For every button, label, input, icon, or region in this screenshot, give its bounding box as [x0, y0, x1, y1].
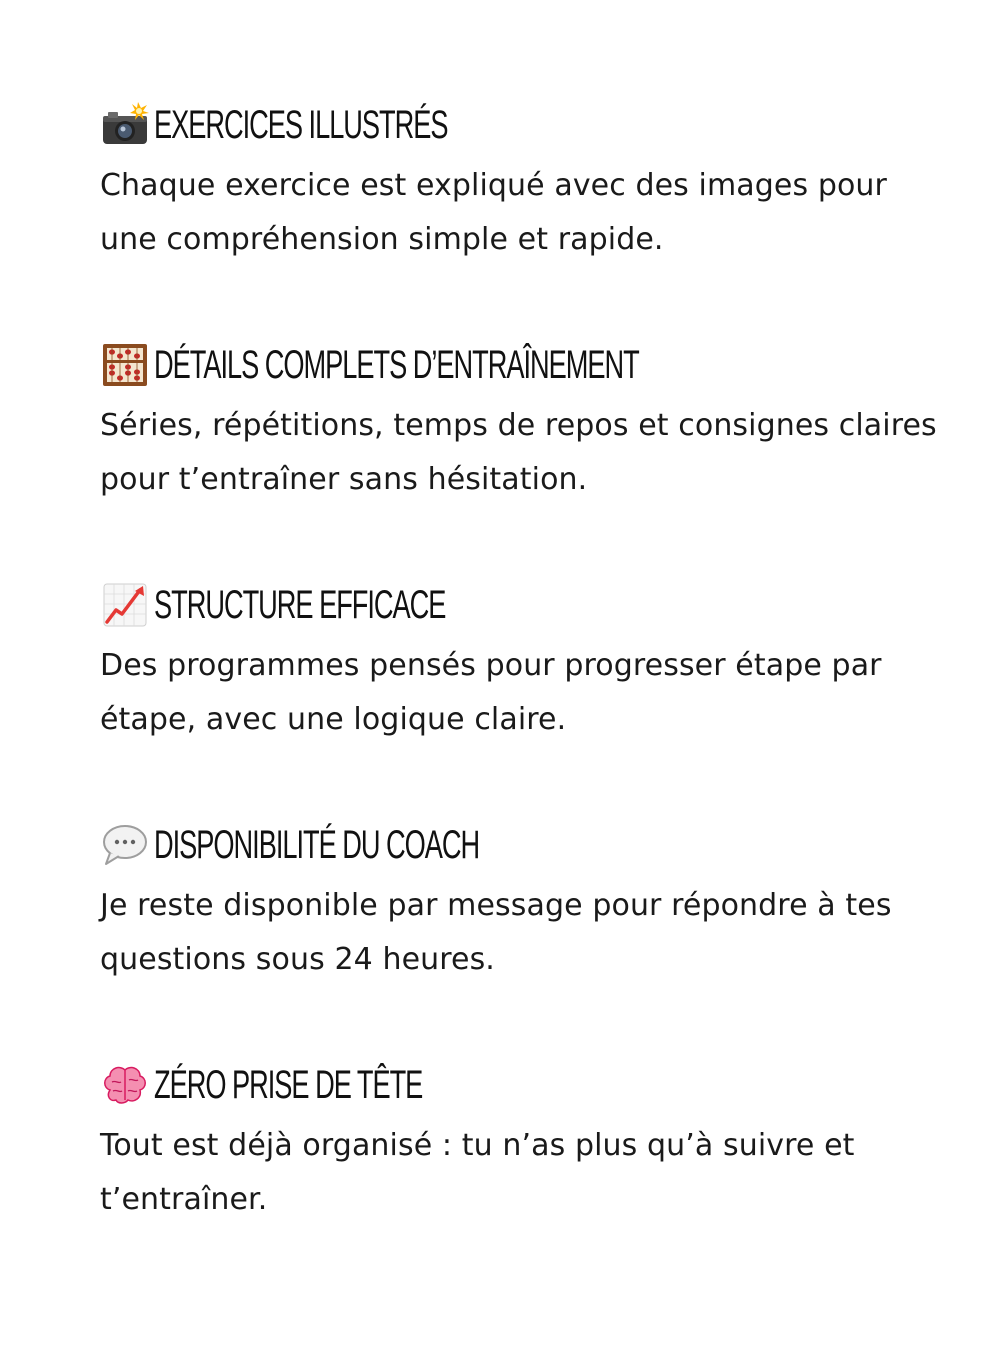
brain-icon	[100, 1060, 150, 1110]
feature-disponibilite-coach	[100, 817, 960, 987]
feature-title-row	[100, 97, 960, 153]
feature-zero-prise-de-tete	[100, 1057, 960, 1227]
feature-heading: DÉTAILS COMPLETS D’ENTRAÎNEMENT	[154, 342, 639, 387]
feature-description: Chaque exercice est expliqué avec des images pour une compréhension simple et rapide.	[100, 168, 887, 257]
abacus-icon	[100, 340, 150, 390]
chart-increasing-icon	[100, 580, 150, 630]
feature-description: Je reste disponible par message pour répondre à tes questions sous 24 heures.	[100, 888, 892, 977]
feature-heading: ZÉRO PRISE DE TÊTE	[154, 1062, 423, 1107]
speech-bubble-icon	[100, 820, 150, 870]
feature-title-row	[100, 337, 960, 393]
feature-description: Tout est déjà organisé : tu n’as plus qu’à suivre et t’entraîner.	[100, 1128, 855, 1217]
feature-exercices-illustres	[100, 97, 960, 267]
feature-heading: DISPONIBILITÉ DU COACH	[154, 822, 480, 867]
feature-title-row	[100, 1057, 960, 1113]
feature-title-row	[100, 817, 960, 873]
feature-description: Des programmes pensés pour progresser étape par étape, avec une logique claire.	[100, 648, 882, 737]
feature-title-row	[100, 577, 960, 633]
camera-flash-icon	[100, 100, 150, 150]
feature-description: Séries, répétitions, temps de repos et consignes claires pour t’entraîner sans hésitation.	[100, 408, 937, 497]
feature-heading: EXERCICES ILLUSTRÉS	[154, 102, 448, 147]
feature-list	[100, 97, 960, 1297]
feature-structure-efficace	[100, 577, 960, 747]
feature-heading: STRUCTURE EFFICACE	[154, 582, 446, 627]
feature-details-complets	[100, 337, 960, 507]
